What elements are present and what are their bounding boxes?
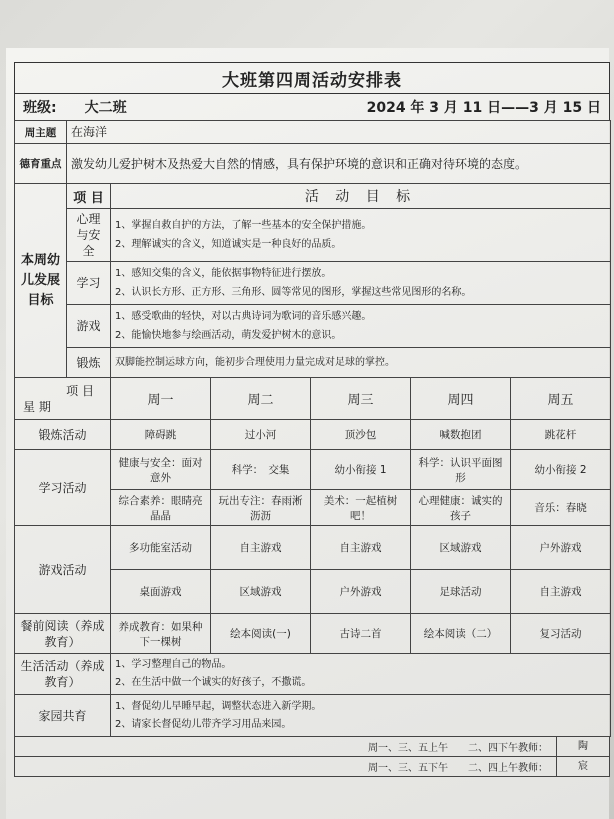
reading-cell: 绘本阅读(一) bbox=[211, 614, 311, 654]
info-row bbox=[14, 93, 610, 120]
game-cell: 自主游戏 bbox=[211, 526, 311, 570]
class-name: 大二班 bbox=[84, 100, 127, 116]
goal-row bbox=[15, 262, 611, 305]
study-cell: 健康与安全：面对意外 bbox=[111, 450, 211, 490]
corner-bottom: 星 期 bbox=[23, 399, 51, 414]
moral-label: 德育重点 bbox=[15, 144, 67, 184]
theme-label: 周主题 bbox=[15, 121, 67, 144]
day-mon: 周一 bbox=[111, 378, 211, 420]
goal-text bbox=[111, 305, 611, 348]
teacher-box bbox=[14, 737, 610, 777]
goal-line: 2、能愉快地参与绘画活动，萌发爱护树木的意识。 bbox=[115, 330, 342, 341]
study-cell: 美术：一起植树吧！ bbox=[311, 490, 411, 526]
game-cell: 桌面游戏 bbox=[111, 570, 211, 614]
reading-cell: 复习活动 bbox=[511, 614, 611, 654]
goal-item: 锻炼 bbox=[67, 348, 111, 378]
exercise-cell: 顶沙包 bbox=[311, 420, 411, 450]
home-row bbox=[15, 695, 611, 737]
life-label: 生活活动（养成教育） bbox=[15, 654, 111, 695]
day-wed: 周三 bbox=[311, 378, 411, 420]
exercise-cell: 障碍跳 bbox=[111, 420, 211, 450]
game-cell: 自主游戏 bbox=[311, 526, 411, 570]
goal-row bbox=[15, 348, 611, 378]
goal-line: 2、理解诚实的含义，知道诚实是一种良好的品质。 bbox=[115, 239, 342, 250]
class-info bbox=[23, 97, 127, 117]
goals-col-item: 项 目 bbox=[67, 184, 111, 209]
schedule-table bbox=[14, 120, 611, 737]
game-label: 游戏活动 bbox=[15, 526, 111, 614]
document-title: 大班第四周活动安排表 bbox=[14, 62, 610, 93]
game-cell: 户外游戏 bbox=[511, 526, 611, 570]
game-cell: 自主游戏 bbox=[511, 570, 611, 614]
teacher-shift: 周一、三、五上午 二、四下午教师： bbox=[368, 743, 548, 754]
goal-item: 学习 bbox=[67, 262, 111, 305]
theme-row bbox=[15, 121, 611, 144]
moral-value: 激发幼儿爱护树木及热爱大自然的情感，具有保护环境的意识和正确对待环境的态度。 bbox=[67, 144, 611, 184]
goal-line: 双脚能控制运球方向，能初步合理使用力量完成对足球的掌控。 bbox=[115, 357, 395, 368]
game-row bbox=[15, 526, 611, 570]
corner-top: 项 目 bbox=[66, 383, 94, 398]
study-cell: 音乐：春晓 bbox=[511, 490, 611, 526]
game-cell: 区域游戏 bbox=[211, 570, 311, 614]
teacher-name: 宸 bbox=[556, 757, 609, 776]
goal-text bbox=[111, 262, 611, 305]
goal-line: 1、感知交集的含义，能依据事物特征进行摆放。 bbox=[115, 268, 332, 279]
study-cell: 幼小衔接 1 bbox=[311, 450, 411, 490]
schedule-corner bbox=[15, 378, 111, 420]
day-fri: 周五 bbox=[511, 378, 611, 420]
game-cell: 户外游戏 bbox=[311, 570, 411, 614]
class-label: 班级: bbox=[23, 100, 57, 116]
game-cell: 足球活动 bbox=[411, 570, 511, 614]
goals-header-row bbox=[15, 184, 611, 209]
exercise-cell: 喊数抱团 bbox=[411, 420, 511, 450]
study-cell: 玩出专注：春雨淅沥沥 bbox=[211, 490, 311, 526]
reading-row bbox=[15, 614, 611, 654]
game-cell: 多功能室活动 bbox=[111, 526, 211, 570]
home-label: 家园共育 bbox=[15, 695, 111, 737]
exercise-row bbox=[15, 420, 611, 450]
goal-line: 2、认识长方形、正方形、三角形、圆等常见的图形，掌握这些常见图形的名称。 bbox=[115, 287, 472, 298]
goals-section-label: 本周幼儿发展目标 bbox=[15, 184, 67, 378]
study-cell: 综合素养：眼睛亮晶晶 bbox=[111, 490, 211, 526]
study-cell: 科学： 交集 bbox=[211, 450, 311, 490]
study-cell: 幼小衔接 2 bbox=[511, 450, 611, 490]
reading-label: 餐前阅读（养成教育） bbox=[15, 614, 111, 654]
goal-text bbox=[111, 348, 611, 378]
goal-item: 游戏 bbox=[67, 305, 111, 348]
goal-line: 1、掌握自救自护的方法，了解一些基本的安全保护措施。 bbox=[115, 220, 372, 231]
day-tue: 周二 bbox=[211, 378, 311, 420]
life-text bbox=[111, 654, 611, 695]
life-row bbox=[15, 654, 611, 695]
schedule-document bbox=[14, 62, 610, 777]
reading-cell: 古诗二首 bbox=[311, 614, 411, 654]
home-line: 2、请家长督促幼儿带齐学习用品来园。 bbox=[115, 718, 292, 730]
teacher-line bbox=[15, 737, 609, 757]
goals-col-target: 活 动 目 标 bbox=[111, 184, 611, 209]
reading-cell: 绘本阅读（二） bbox=[411, 614, 511, 654]
date-range: 2024 年 3 月 11 日——3 月 15 日 bbox=[366, 100, 601, 116]
reading-cell: 养成教育：如果种下一棵树 bbox=[111, 614, 211, 654]
study-cell: 科学：认识平面图形 bbox=[411, 450, 511, 490]
life-line: 1、学习整理自己的物品。 bbox=[115, 659, 232, 670]
study-label: 学习活动 bbox=[15, 450, 111, 526]
moral-row bbox=[15, 144, 611, 184]
exercise-cell: 过小河 bbox=[211, 420, 311, 450]
exercise-cell: 跳花杆 bbox=[511, 420, 611, 450]
home-line: 1、督促幼儿早睡早起，调整状态进入新学期。 bbox=[115, 700, 322, 712]
study-row bbox=[15, 450, 611, 490]
game-cell: 区域游戏 bbox=[411, 526, 511, 570]
home-text bbox=[111, 695, 611, 737]
day-thu: 周四 bbox=[411, 378, 511, 420]
teacher-line bbox=[15, 757, 609, 776]
theme-value: 在海洋 bbox=[67, 121, 611, 144]
teacher-name: 陶 bbox=[556, 737, 609, 756]
schedule-header-row bbox=[15, 378, 611, 420]
goal-row bbox=[15, 209, 611, 262]
goal-line: 1、感受歌曲的轻快，对以古典诗词为歌词的音乐感兴趣。 bbox=[115, 311, 372, 322]
goal-text bbox=[111, 209, 611, 262]
exercise-label: 锻炼活动 bbox=[15, 420, 111, 450]
goal-row bbox=[15, 305, 611, 348]
teacher-shift: 周一、三、五下午 二、四上午教师： bbox=[368, 763, 548, 774]
life-line: 2、在生活中做一个诚实的好孩子，不撒谎。 bbox=[115, 677, 312, 688]
study-cell: 心理健康：诚实的孩子 bbox=[411, 490, 511, 526]
goal-item: 心理与安全 bbox=[67, 209, 111, 262]
